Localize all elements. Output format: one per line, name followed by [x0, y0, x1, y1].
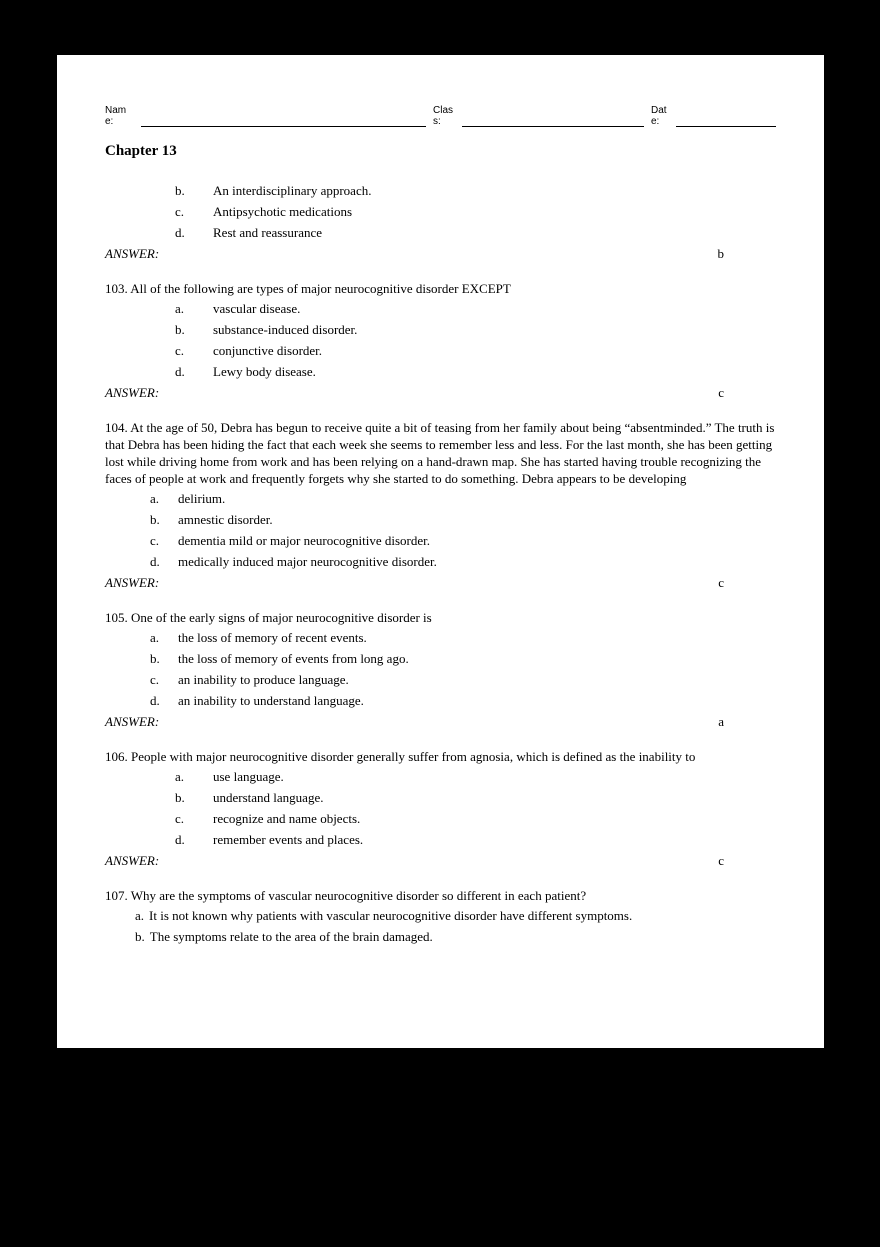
option-letter: b.: [150, 512, 160, 527]
option-text: Rest and reassurance: [213, 225, 323, 240]
option-letter: b.: [175, 322, 185, 337]
option-text: medically induced major neurocognitive disorder.: [178, 554, 437, 569]
option-letter: a.: [175, 769, 185, 784]
option-letter: d.: [175, 364, 185, 379]
options-list: [105, 300, 776, 380]
answer-option: [135, 928, 776, 945]
option-text: vascular disease.: [213, 301, 301, 316]
answer-value: c: [718, 385, 724, 400]
option-text: delirium.: [178, 491, 226, 506]
option-letter: c.: [175, 343, 185, 358]
option-text: Antipsychotic medications: [213, 204, 353, 219]
answer-option: [105, 553, 776, 570]
option-text: an inability to produce language.: [178, 672, 349, 687]
option-text: understand language.: [213, 790, 324, 805]
option-text: remember events and places.: [213, 832, 364, 847]
option-letter: d.: [150, 693, 160, 708]
option-letter: c.: [150, 672, 160, 687]
date-label: Date:: [651, 105, 667, 127]
answer-label: ANSWER:: [105, 385, 160, 400]
answer-option: [105, 363, 776, 380]
answer-option: [105, 789, 776, 806]
option-text: dementia mild or major neurocognitive disorder.: [178, 533, 430, 548]
option-letter: a.: [175, 301, 185, 316]
option-letter: d.: [175, 832, 185, 847]
date-blank-line: [676, 114, 776, 127]
answer-row: [105, 574, 776, 591]
answer-row: [105, 713, 776, 730]
option-letter: b.: [175, 790, 185, 805]
answer-option: [105, 511, 776, 528]
option-text: An interdisciplinary approach.: [213, 183, 372, 198]
name-field-group: [105, 105, 426, 127]
answer-option: [105, 650, 776, 667]
question-block: [105, 280, 776, 401]
answer-row: [105, 852, 776, 869]
options-list: [105, 768, 776, 848]
option-text: conjunctive disorder.: [213, 343, 323, 358]
answer-value: b: [717, 246, 724, 261]
option-letter: b.: [175, 183, 185, 198]
option-text: It is not known why patients with vascular neurocognitive disorder have different symptoms.: [149, 908, 633, 923]
class-field-group: [433, 105, 644, 127]
option-letter: c.: [150, 533, 160, 548]
option-letter: d.: [175, 225, 185, 240]
answer-option: [105, 300, 776, 317]
name-label: Name:: [105, 105, 127, 127]
question-block: [105, 182, 776, 262]
answer-option: [105, 671, 776, 688]
document-page: [57, 55, 824, 1048]
question-block: [105, 748, 776, 869]
answer-option: [105, 532, 776, 549]
question-block: [105, 609, 776, 730]
answer-value: c: [718, 853, 724, 868]
answer-row: [105, 384, 776, 401]
answer-option: [105, 224, 776, 241]
options-list: [105, 490, 776, 570]
option-text: an inability to understand language.: [178, 693, 364, 708]
options-list: [105, 629, 776, 709]
answer-option: [105, 692, 776, 709]
options-list: [105, 182, 776, 241]
options-list: [105, 907, 776, 945]
answer-value: c: [718, 575, 724, 590]
option-text: recognize and name objects.: [213, 811, 361, 826]
option-letter: c.: [175, 204, 185, 219]
answer-option: [105, 629, 776, 646]
question-text: 106. People with major neurocognitive disorder generally suffer from agnosia, which is defined as the inability to: [105, 749, 696, 764]
answer-option: [105, 203, 776, 220]
answer-label: ANSWER:: [105, 575, 160, 590]
class-label: Class:: [433, 105, 454, 127]
answer-option: [105, 810, 776, 827]
question-text: 103. All of the following are types of major neurocognitive disorder EXCEPT: [105, 281, 511, 296]
answer-option: [105, 321, 776, 338]
answer-option: [105, 342, 776, 359]
answer-option: [135, 907, 776, 924]
option-letter: c.: [175, 811, 185, 826]
option-text: amnestic disorder.: [178, 512, 273, 527]
option-text: the loss of memory of events from long ago.: [178, 651, 409, 666]
question-block: [105, 419, 776, 591]
chapter-title: Chapter 13: [105, 143, 177, 159]
question-text: 107. Why are the symptoms of vascular neurocognitive disorder so different in each patient?: [105, 888, 587, 903]
option-text: The symptoms relate to the area of the brain damaged.: [149, 929, 433, 944]
option-text: substance-induced disorder.: [213, 322, 358, 337]
answer-value: a: [718, 714, 724, 729]
option-text: use language.: [213, 769, 284, 784]
page-header: [105, 105, 776, 127]
question-text: 104. At the age of 50, Debra has begun to receive quite a bit of teasing from her family about being “absentminded.” The truth is that Debra has been hiding the fact that each week she seems to remember less and less. For the last month, she has been getting lost while driving home from work and has been relying on a hand-drawn map. She has started having trouble recognizing the faces of people at work and frequently forgets why she started to do something. Debra appears to be developing: [105, 420, 775, 486]
option-letter: b.: [135, 929, 145, 944]
answer-label: ANSWER:: [105, 246, 160, 261]
answer-option: [105, 182, 776, 199]
answer-option: [105, 490, 776, 507]
date-field-group: [651, 105, 776, 127]
class-blank-line: [462, 114, 644, 127]
answer-label: ANSWER:: [105, 853, 160, 868]
option-text: the loss of memory of recent events.: [178, 630, 367, 645]
answer-option: [105, 831, 776, 848]
questions-list: [105, 182, 776, 945]
option-letter: d.: [150, 554, 160, 569]
option-text: Lewy body disease.: [213, 364, 316, 379]
answer-row: [105, 245, 776, 262]
question-text: 105. One of the early signs of major neurocognitive disorder is: [105, 610, 432, 625]
option-letter: b.: [150, 651, 160, 666]
option-letter: a.: [150, 491, 160, 506]
question-block: [105, 887, 776, 945]
option-letter: a.: [135, 908, 145, 923]
answer-label: ANSWER:: [105, 714, 160, 729]
name-blank-line: [141, 114, 426, 127]
answer-option: [105, 768, 776, 785]
option-letter: a.: [150, 630, 160, 645]
